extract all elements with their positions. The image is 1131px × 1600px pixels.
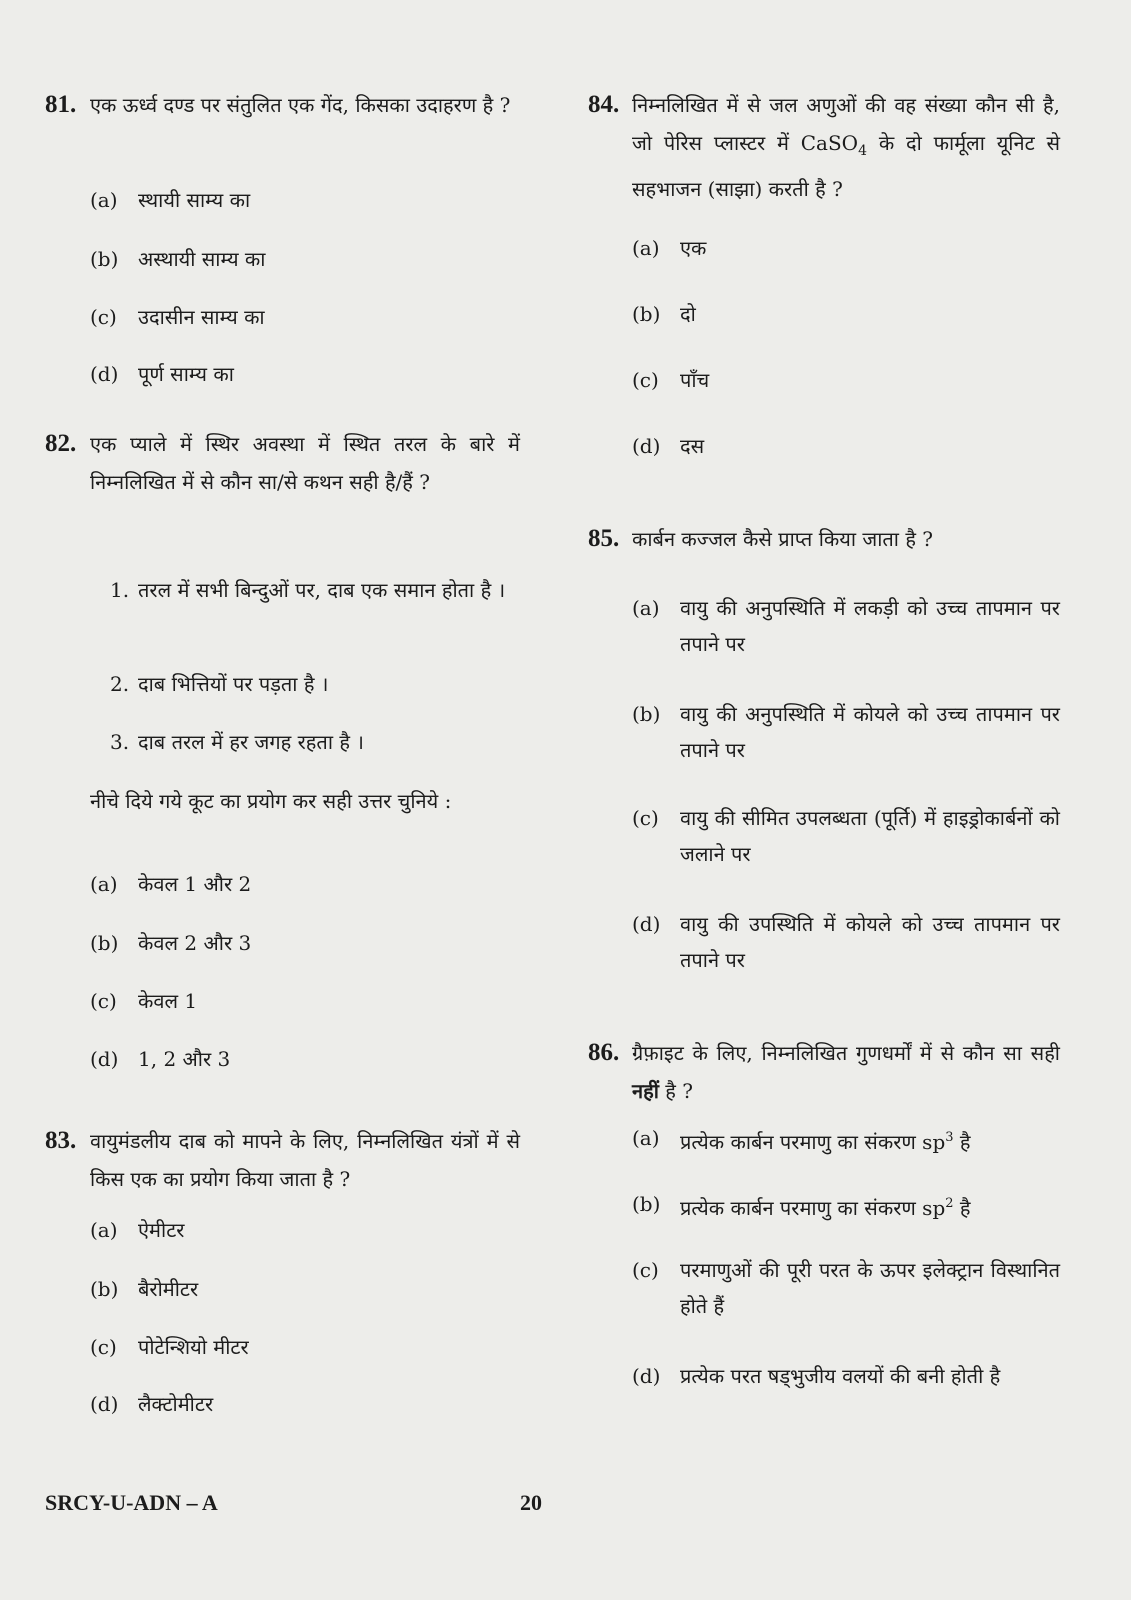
q84-option-d[interactable]: (d) दस	[632, 434, 705, 458]
question-text: वायुमंडलीय दाब को मापने के लिए, निम्नलिखित यंत्रों में से किस एक का प्रयोग किया जाता है ?	[90, 1129, 520, 1191]
question-84	[560, 86, 1060, 208]
question-text: एक प्याले में स्थिर अवस्था में स्थित तरल के बारे में निम्नलिखित में से कौन सा/से कथन सही है/हैं ?	[90, 432, 520, 494]
q83-option-d[interactable]: (d) लैक्टोमीटर	[90, 1392, 214, 1416]
q82-instruction: नीचे दिये गये कूट का प्रयोग कर सही उत्तर चुनिये :	[90, 789, 452, 813]
q81-option-d[interactable]: (d) पूर्ण साम्य का	[90, 362, 234, 386]
q85-option-d[interactable]: (d) वायु की उपस्थिति में कोयले को उच्च तापमान पर तपाने पर	[632, 912, 1060, 972]
q84-option-a[interactable]: (a) एक	[632, 236, 707, 260]
q86-option-c[interactable]: (c) परमाणुओं की पूरी परत के ऊपर इलेक्ट्रान विस्थानित होते हैं	[632, 1258, 1060, 1318]
question-text: निम्नलिखित में से जल अणुओं की वह संख्या कौन सी है, जो पेरिस प्लास्टर में CaSO$_4$ के दो फार्मूला यूनिट से सहभाजन (साझा) करती है ?	[632, 93, 1060, 201]
question-number: 83.	[45, 1127, 77, 1154]
q84-option-c[interactable]: (c) पाँच	[632, 368, 710, 392]
question-text: एक ऊर्ध्व दण्ड पर संतुलित एक गेंद, किसका उदाहरण है ?	[90, 93, 511, 117]
q81-option-b[interactable]: (b) अस्थायी साम्य का	[90, 247, 266, 271]
question-text: कार्बन कज्जल कैसे प्राप्त किया जाता है ?	[632, 527, 934, 551]
q82-option-c[interactable]: (c) केवल 1	[90, 989, 198, 1013]
question-number: 84.	[588, 91, 620, 118]
question-text: ग्रैफ़ाइट के लिए, निम्नलिखित गुणधर्मों में से कौन सा सही नहीं है ?	[632, 1041, 1060, 1103]
q83-option-a[interactable]: (a) ऐमीटर	[90, 1218, 185, 1242]
q86-option-b[interactable]: (b) प्रत्येक कार्बन परमाणु का संकरण $sp^2$ है	[632, 1192, 971, 1220]
q82-option-d[interactable]: (d) 1, 2 और 3	[90, 1047, 231, 1071]
q82-statement-1: 1. तरल में सभी बिन्दुओं पर, दाब एक समान होता है ।	[110, 578, 506, 602]
q82-option-b[interactable]: (b) केवल 2 और 3	[90, 931, 252, 955]
question-number: 81.	[45, 91, 77, 118]
q86-option-a[interactable]: (a) प्रत्येक कार्बन परमाणु का संकरण $sp^3$ है	[632, 1126, 971, 1154]
q83-option-b[interactable]: (b) बैरोमीटर	[90, 1277, 199, 1301]
question-number: 85.	[588, 525, 620, 552]
q83-option-c[interactable]: (c) पोटेन्शियो मीटर	[90, 1335, 249, 1359]
q82-option-a[interactable]: (a) केवल 1 और 2	[90, 872, 252, 896]
q85-option-a[interactable]: (a) वायु की अनुपस्थिति में लकड़ी को उच्च तापमान पर तपाने पर	[632, 596, 1060, 656]
question-number: 86.	[588, 1039, 620, 1066]
q81-option-c[interactable]: (c) उदासीन साम्य का	[90, 305, 265, 329]
q85-option-b[interactable]: (b) वायु की अनुपस्थिति में कोयले को उच्च तापमान पर तपाने पर	[632, 702, 1060, 762]
q86-option-d[interactable]: (d) प्रत्येक परत षड्भुजीय वलयों की बनी होती है	[632, 1364, 1001, 1388]
question-83	[0, 1122, 520, 1198]
booklet-code: SRCY-U-ADN – A	[45, 1490, 218, 1515]
q81-option-a[interactable]: (a) स्थायी साम्य का	[90, 188, 251, 212]
question-81	[0, 86, 520, 124]
question-86	[560, 1034, 1060, 1110]
page-number: 20	[520, 1490, 542, 1515]
q85-option-c[interactable]: (c) वायु की सीमित उपलब्धता (पूर्ति) में हाइड्रोकार्बनों को जलाने पर	[632, 806, 1060, 866]
question-82	[0, 425, 520, 501]
question-85	[560, 520, 1060, 558]
q84-option-b[interactable]: (b) दो	[632, 302, 696, 326]
question-number: 82.	[45, 430, 77, 457]
q82-statement-3: 3. दाब तरल में हर जगह रहता है ।	[110, 730, 364, 754]
q82-statement-2: 2. दाब भित्तियों पर पड़ता है ।	[110, 672, 329, 696]
